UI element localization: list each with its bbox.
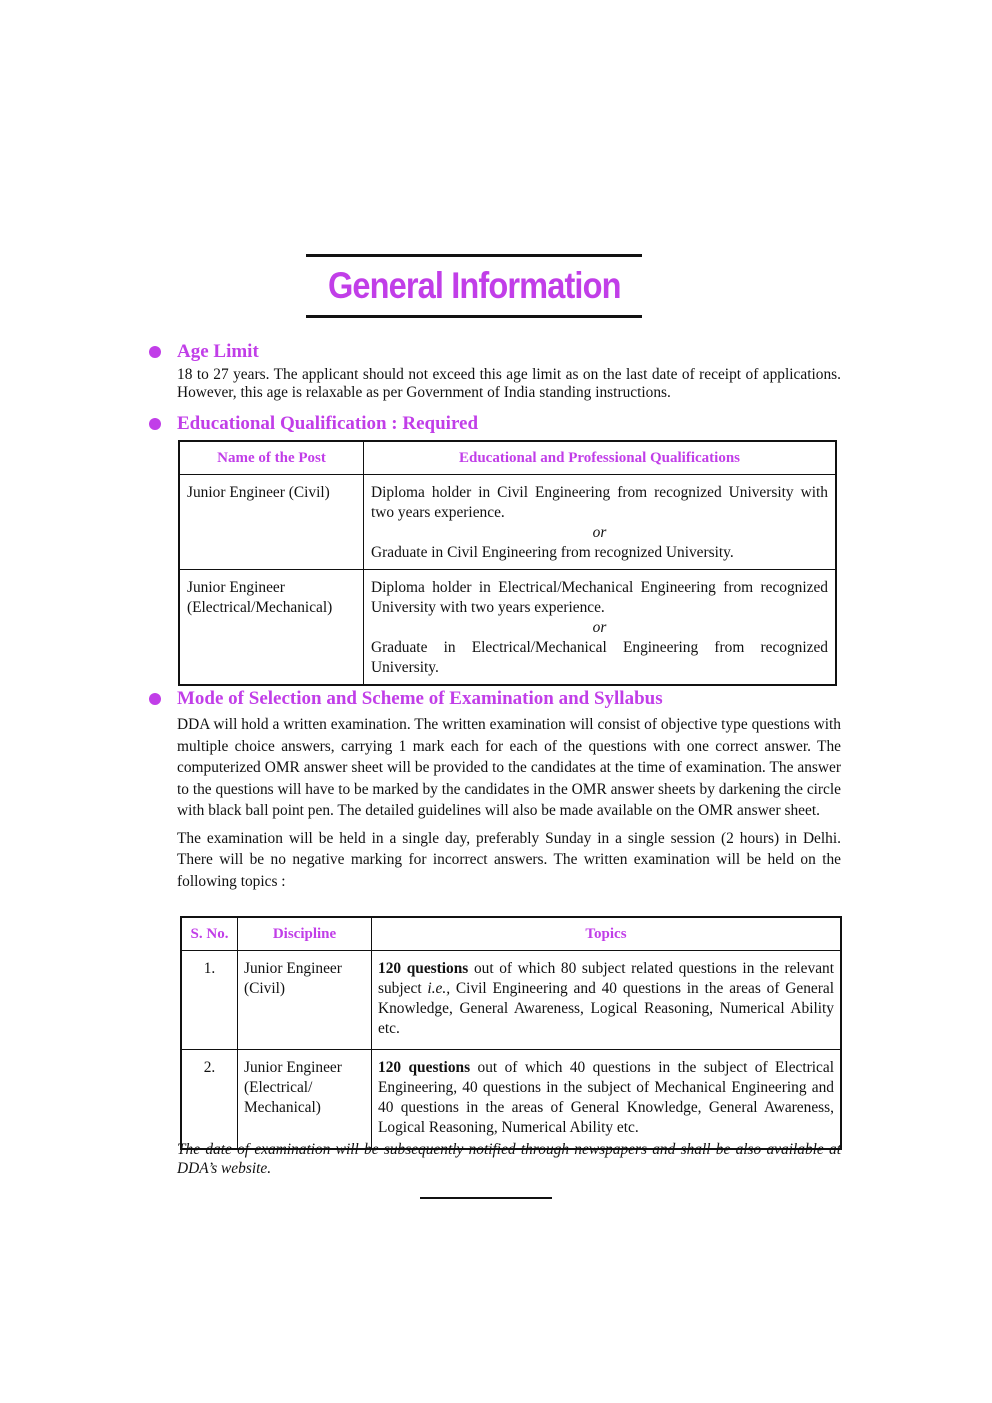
exam-date-note: The date of examination will be subsequently notified through newspapers and shall be also available at DDA’s website.	[177, 1141, 841, 1177]
column-header-topics: Topics	[372, 917, 842, 951]
qualification-diploma: Diploma holder in Civil Engineering from recognized University with two years experience.	[371, 484, 828, 521]
education-section	[145, 413, 845, 435]
column-header-post: Name of the Post	[179, 441, 364, 475]
sno-cell: 2.	[181, 1050, 238, 1150]
qualification-cell	[364, 475, 837, 570]
qualification-cell	[364, 570, 837, 686]
age-limit-section	[145, 341, 845, 402]
age-limit-text: 18 to 27 years. The applicant should not exceed this age limit as on the last date of receipt of applications. However, this age is relaxable as per Government of India standing instructions.	[177, 366, 841, 401]
end-divider	[420, 1197, 552, 1199]
table-row	[179, 570, 836, 686]
post-cell: Junior Engineer (Electrical/Mechanical)	[179, 570, 364, 686]
topics-text: out of which 40 questions in the subject of Electrical Engineering, 40 questions in the subject of Mechanical Engineering and 40 questions in the areas of General Knowledge, General Awareness, Logical Reasoning, Numerical Ability etc.	[378, 1059, 834, 1136]
topics-text: Civil Engineering and 40 questions in the areas of General Knowledge, General Awareness, Logical Reasoning, Numerical Ability etc.	[378, 980, 834, 1037]
bullet-icon	[149, 418, 161, 430]
column-header-discipline: Discipline	[238, 917, 372, 951]
education-heading: Educational Qualification : Required	[177, 413, 479, 434]
qualification-diploma: Diploma holder in Electrical/Mechanical Engineering from recognized University with two years experience.	[371, 579, 828, 616]
education-heading-row	[145, 413, 845, 435]
topics-cell	[372, 951, 842, 1050]
bullet-icon	[149, 346, 161, 358]
selection-paragraph-1: DDA will hold a written examination. The written examination will consist of objective type questions with multiple choice answers, carrying 1 mark each for each of the questions with one correct answer. The computerized OMR answer sheet will be provided to the candidates at the time of examination. The answer to the questions will have to be marked by the candidates in the OMR answer sheets by darkening the circle with black ball point pen. The detailed guidelines will also be made available on the OMR answer sheet.	[177, 716, 841, 819]
table-row	[181, 1050, 841, 1150]
discipline-cell: Junior Engineer (Civil)	[238, 951, 372, 1050]
column-header-sno: S. No.	[181, 917, 238, 951]
qualification-or: or	[592, 619, 607, 636]
selection-heading: Mode of Selection and Scheme of Examination and Syllabus	[177, 688, 663, 709]
age-limit-heading-row	[145, 341, 845, 363]
qualification-graduate: Graduate in Electrical/Mechanical Engineering from recognized University.	[371, 639, 828, 676]
qualification-or: or	[592, 524, 607, 541]
table-header-row	[181, 917, 841, 951]
column-header-qualifications: Educational and Professional Qualifications	[364, 441, 837, 475]
age-limit-heading: Age Limit	[177, 341, 259, 362]
discipline-cell: Junior Engineer (Electrical/ Mechanical)	[238, 1050, 372, 1150]
topics-italic: i.e.,	[427, 980, 451, 997]
qualification-table	[178, 440, 837, 686]
exam-topics-table	[180, 916, 842, 1150]
selection-paragraph-2: The examination will be held in a single day, preferably Sunday in a single session (2 hours) in Delhi. There will be no negative marking for incorrect answers. The written examination will be held on the following topics :	[177, 829, 841, 890]
topics-text: out of which 80 subject related questions in the relevant subject	[378, 960, 835, 997]
table-row	[181, 951, 841, 1050]
sno-cell: 1.	[181, 951, 238, 1050]
topics-cell	[372, 1050, 842, 1150]
table-row	[179, 475, 836, 570]
table-header-row	[179, 441, 836, 475]
page-title: General Information	[327, 265, 621, 306]
qualification-graduate: Graduate in Civil Engineering from recognized University.	[371, 544, 734, 561]
title-box	[306, 254, 642, 318]
topics-bold: 120 questions	[378, 960, 469, 977]
selection-heading-row	[145, 688, 845, 710]
post-cell: Junior Engineer (Civil)	[179, 475, 364, 570]
bullet-icon	[149, 693, 161, 705]
topics-bold: 120 questions	[378, 1059, 471, 1076]
selection-section	[145, 688, 845, 892]
